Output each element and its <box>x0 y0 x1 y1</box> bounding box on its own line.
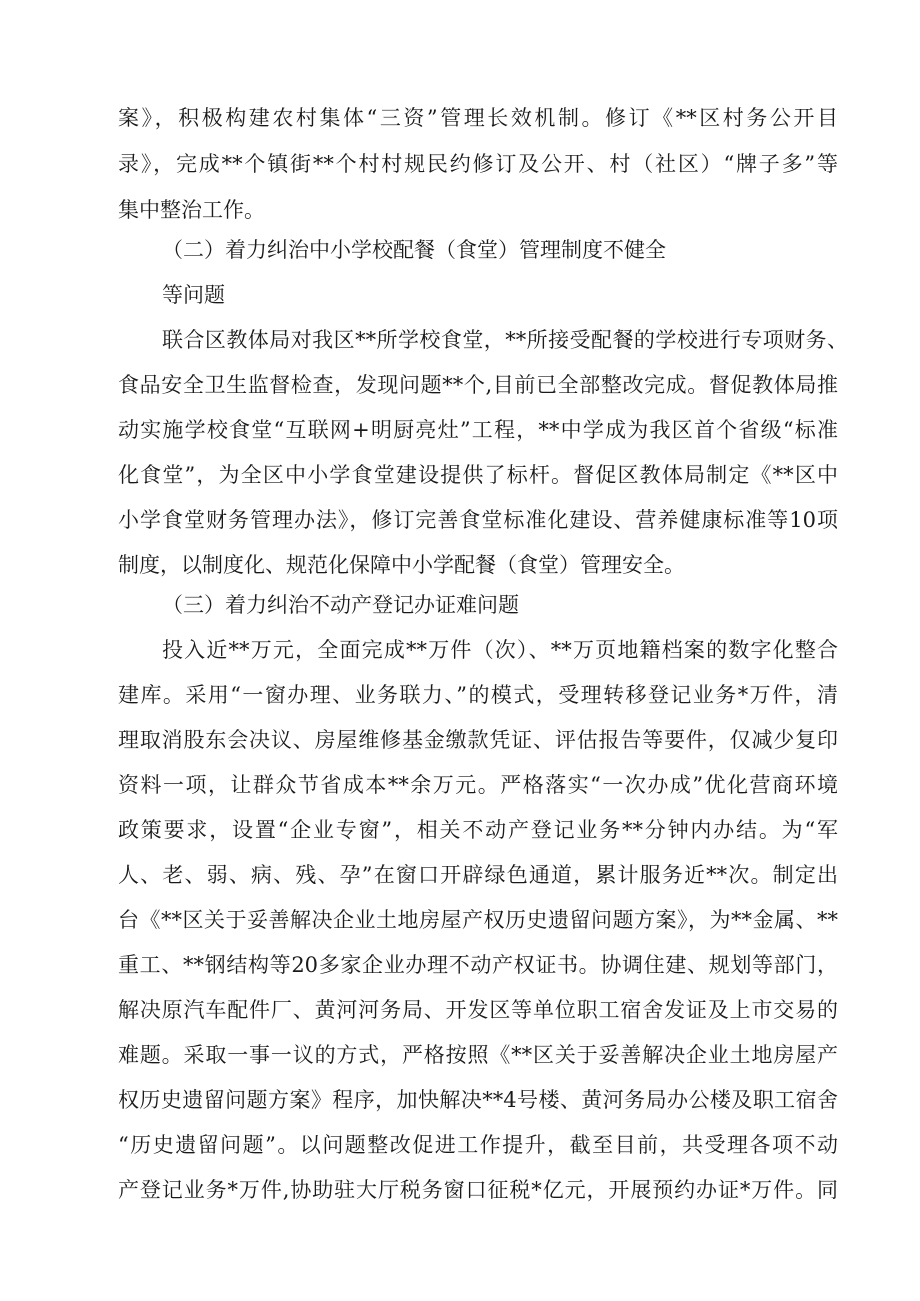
text-line: 重工、**钢结构等20多家企业办理不动产权证书。协调住建、规划等部门， <box>118 953 838 977</box>
text-line: 产登记业务*万件,协助驻大厅税务窗口征税*亿元，开展预约办证*万件。同 <box>118 1178 838 1202</box>
section-heading: （三）着力纠治不动产登记办证难问题 <box>162 593 519 617</box>
text-line: 政策要求，设置“企业专窗”，相关不动产登记业务**分钟内办结。为“军 <box>118 818 838 842</box>
text-line: 小学食堂财务管理办法》，修订完善食堂标准化建设、营养健康标准等10项 <box>118 508 838 532</box>
text-line: 权历史遗留问题方案》程序，加快解决**4号楼、黄河务局办公楼及职工宿舍 <box>118 1088 838 1112</box>
text-line: 联合区教体局对我区**所学校食堂，**所接受配餐的学校进行专项财务、 <box>162 328 848 352</box>
text-line: 理取消股东会决议、房屋维修基金缴款凭证、评估报告等要件，仅减少复印 <box>118 728 838 752</box>
text-line: 集中整治工作。 <box>118 198 265 222</box>
text-line: 案》，积极构建农村集体“三资”管理长效机制。修订《**区村务公开目 <box>118 106 838 130</box>
section-heading: 等问题 <box>162 283 225 307</box>
text-line: 化食堂”，为全区中小学食堂建设提供了标杆。督促区教体局制定《**区中 <box>118 463 838 487</box>
text-line: 解决原汽车配件厂、黄河河务局、开发区等单位职工宿舍发证及上市交易的 <box>118 998 838 1022</box>
text-line: 资料一项，让群众节省成本**余万元。严格落实“一次办成”优化营商环境 <box>118 773 838 797</box>
text-line: 投入近**万元，全面完成**万件（次）、**万页地籍档案的数字化整合 <box>162 638 838 662</box>
text-line: 录》，完成**个镇街**个村村规民约修订及公开、村（社区）“牌子多”等 <box>118 152 838 176</box>
section-heading: （二）着力纠治中小学校配餐（食堂）管理制度不健全 <box>162 238 666 262</box>
text-line: 食品安全卫生监督检查，发现问题**个,目前已全部整改完成。督促教体局推 <box>118 373 838 397</box>
text-line: 台《**区关于妥善解决企业土地房屋产权历史遗留问题方案》，为**金属、** <box>118 908 838 932</box>
text-line: 人、老、弱、病、残、孕”在窗口开辟绿色通道，累计服务近**次。制定出 <box>118 863 838 887</box>
text-line: 制度，以制度化、规范化保障中小学配餐（食堂）管理安全。 <box>118 553 685 577</box>
text-line: 动实施学校食堂“互联网+明厨亮灶”工程，**中学成为我区首个省级“标准 <box>118 418 838 442</box>
text-line: “历史遗留问题”。以问题整改促进工作提升，截至目前，共受理各项不动 <box>118 1133 838 1157</box>
text-line: 建库。采用“一窗办理、业务联力、”的模式，受理转移登记业务*万件，清 <box>118 683 838 707</box>
text-line: 难题。采取一事一议的方式，严格按照《**区关于妥善解决企业土地房屋产 <box>118 1043 838 1067</box>
